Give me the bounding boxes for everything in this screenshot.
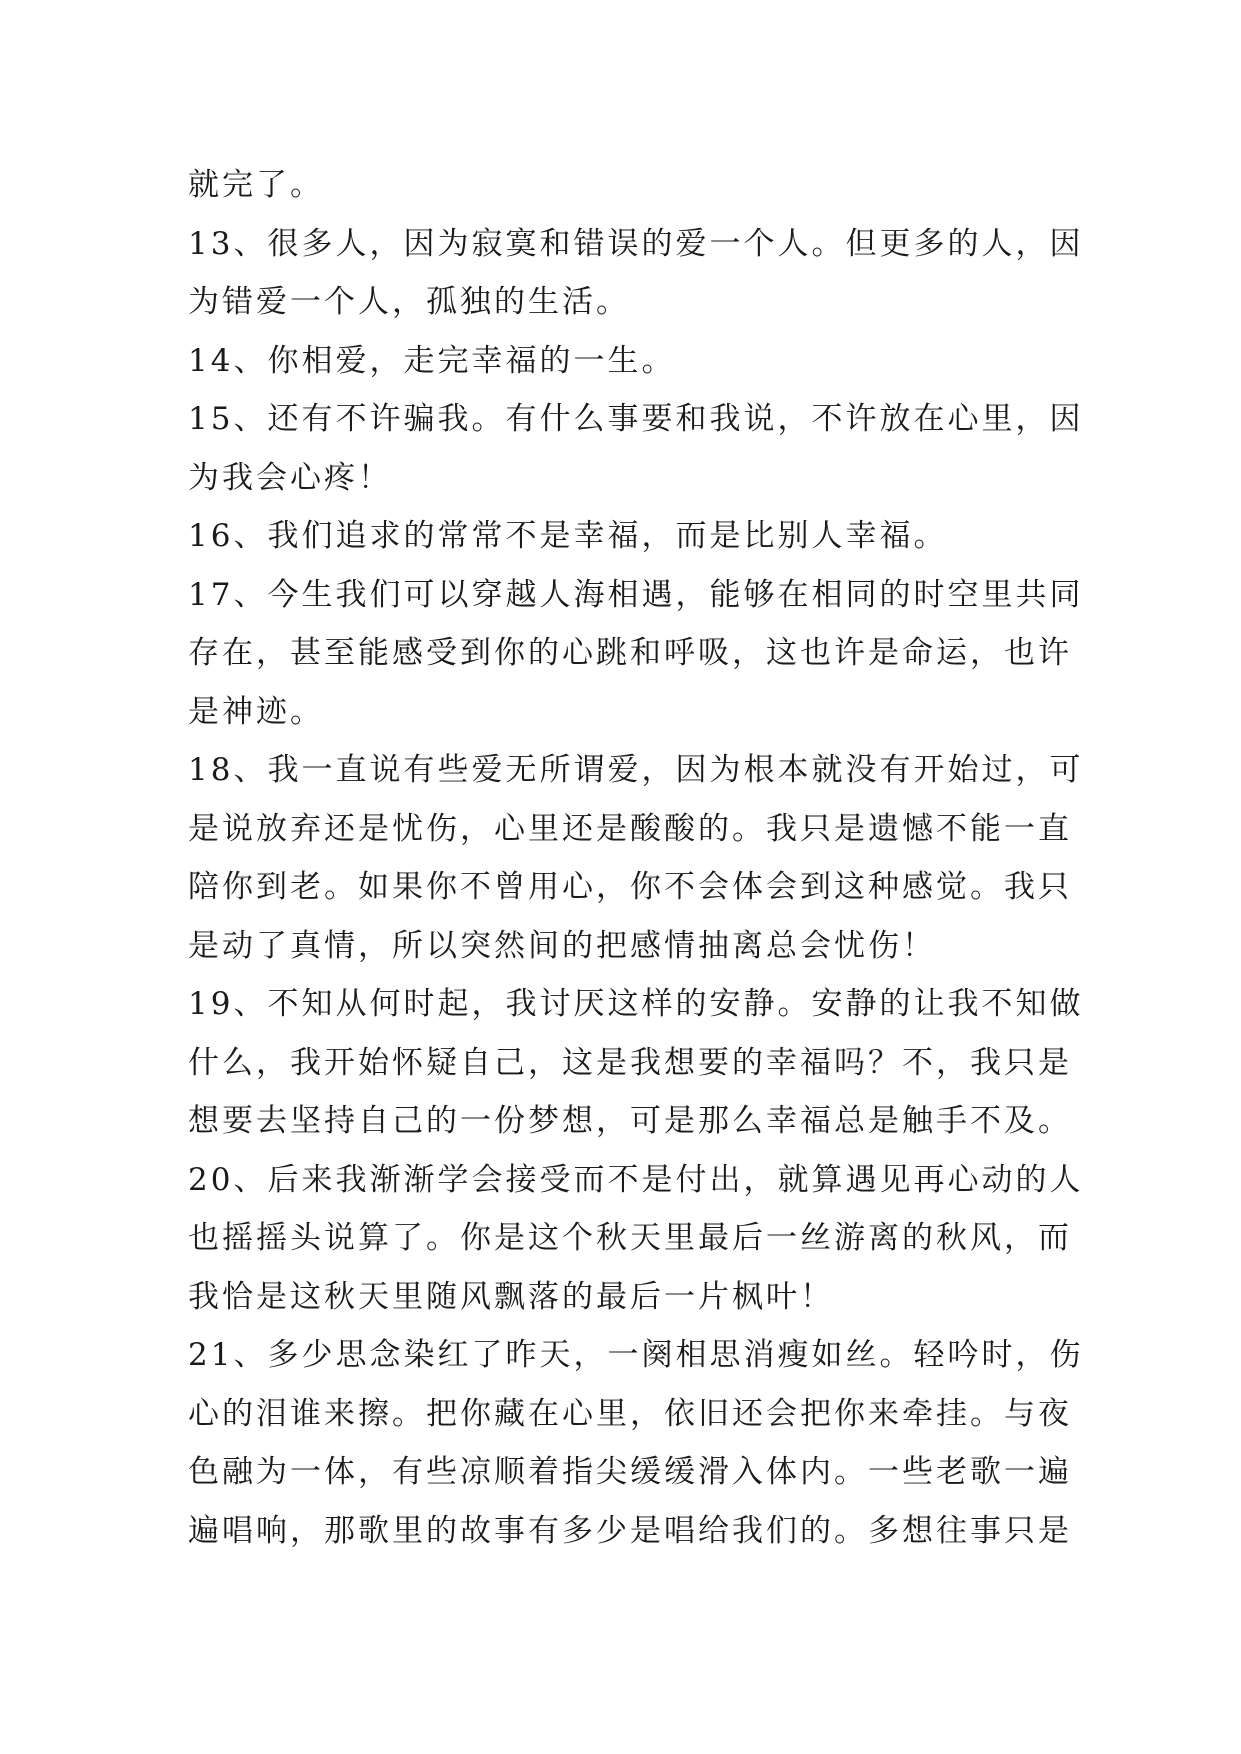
text-line: 19、不知从何时起，我讨厌这样的安静。安静的让我不知做	[188, 986, 1084, 1022]
text-line: 想要去坚持自己的一份梦想，可是那么幸福总是触手不及。	[188, 1103, 1072, 1139]
text-line: 16、我们追求的常常不是幸福，而是比别人幸福。	[188, 518, 948, 554]
text-line: 就完了。	[188, 167, 324, 203]
body-text	[188, 156, 1088, 1560]
text-line: 是动了真情，所以突然间的把感情抽离总会忧伤！	[188, 927, 936, 964]
text-line: 是神迹。	[188, 693, 324, 730]
text-line: 存在，甚至能感受到你的心跳和呼吸，这也许是命运，也许	[188, 635, 1072, 671]
text-line: 21、多少思念染红了昨天，一阕相思消瘦如丝。轻吟时，伤	[188, 1337, 1084, 1373]
text-line: 14、你相爱，走完幸福的一生。	[188, 342, 676, 379]
text-line: 13、很多人，因为寂寞和错误的爱一个人。但更多的人，因	[188, 225, 1084, 262]
text-line: 色融为一体，有些凉顺着指尖缓缓滑入体内。一些老歌一遍	[188, 1454, 1072, 1490]
text-line: 遍唱响，那歌里的故事有多少是唱给我们的。多想往事只是	[188, 1512, 1072, 1549]
text-line: 15、还有不许骗我。有什么事要和我说，不许放在心里，因	[188, 401, 1084, 437]
text-line: 我恰是这秋天里随风飘落的最后一片枫叶！	[188, 1278, 834, 1315]
text-line: 是说放弃还是忧伤，心里还是酸酸的。我只是遗憾不能一直	[188, 810, 1072, 847]
text-line: 什么，我开始怀疑自己，这是我想要的幸福吗？不，我只是	[188, 1044, 1072, 1081]
text-line: 17、今生我们可以穿越人海相遇，能够在相同的时空里共同	[188, 576, 1084, 613]
text-line: 心的泪谁来擦。把你藏在心里，依旧还会把你来牵挂。与夜	[188, 1395, 1072, 1432]
text-line: 20、后来我渐渐学会接受而不是付出，就算遇见再心动的人	[188, 1161, 1084, 1198]
text-line: 为我会心疼！	[188, 459, 392, 496]
text-line: 18、我一直说有些爱无所谓爱，因为根本就没有开始过，可	[188, 752, 1084, 788]
text-line: 也摇摇头说算了。你是这个秋天里最后一丝游离的秋风，而	[188, 1220, 1072, 1256]
text-line: 陪你到老。如果你不曾用心，你不会体会到这种感觉。我只	[188, 869, 1072, 905]
text-line: 为错爱一个人，孤独的生活。	[188, 284, 630, 320]
